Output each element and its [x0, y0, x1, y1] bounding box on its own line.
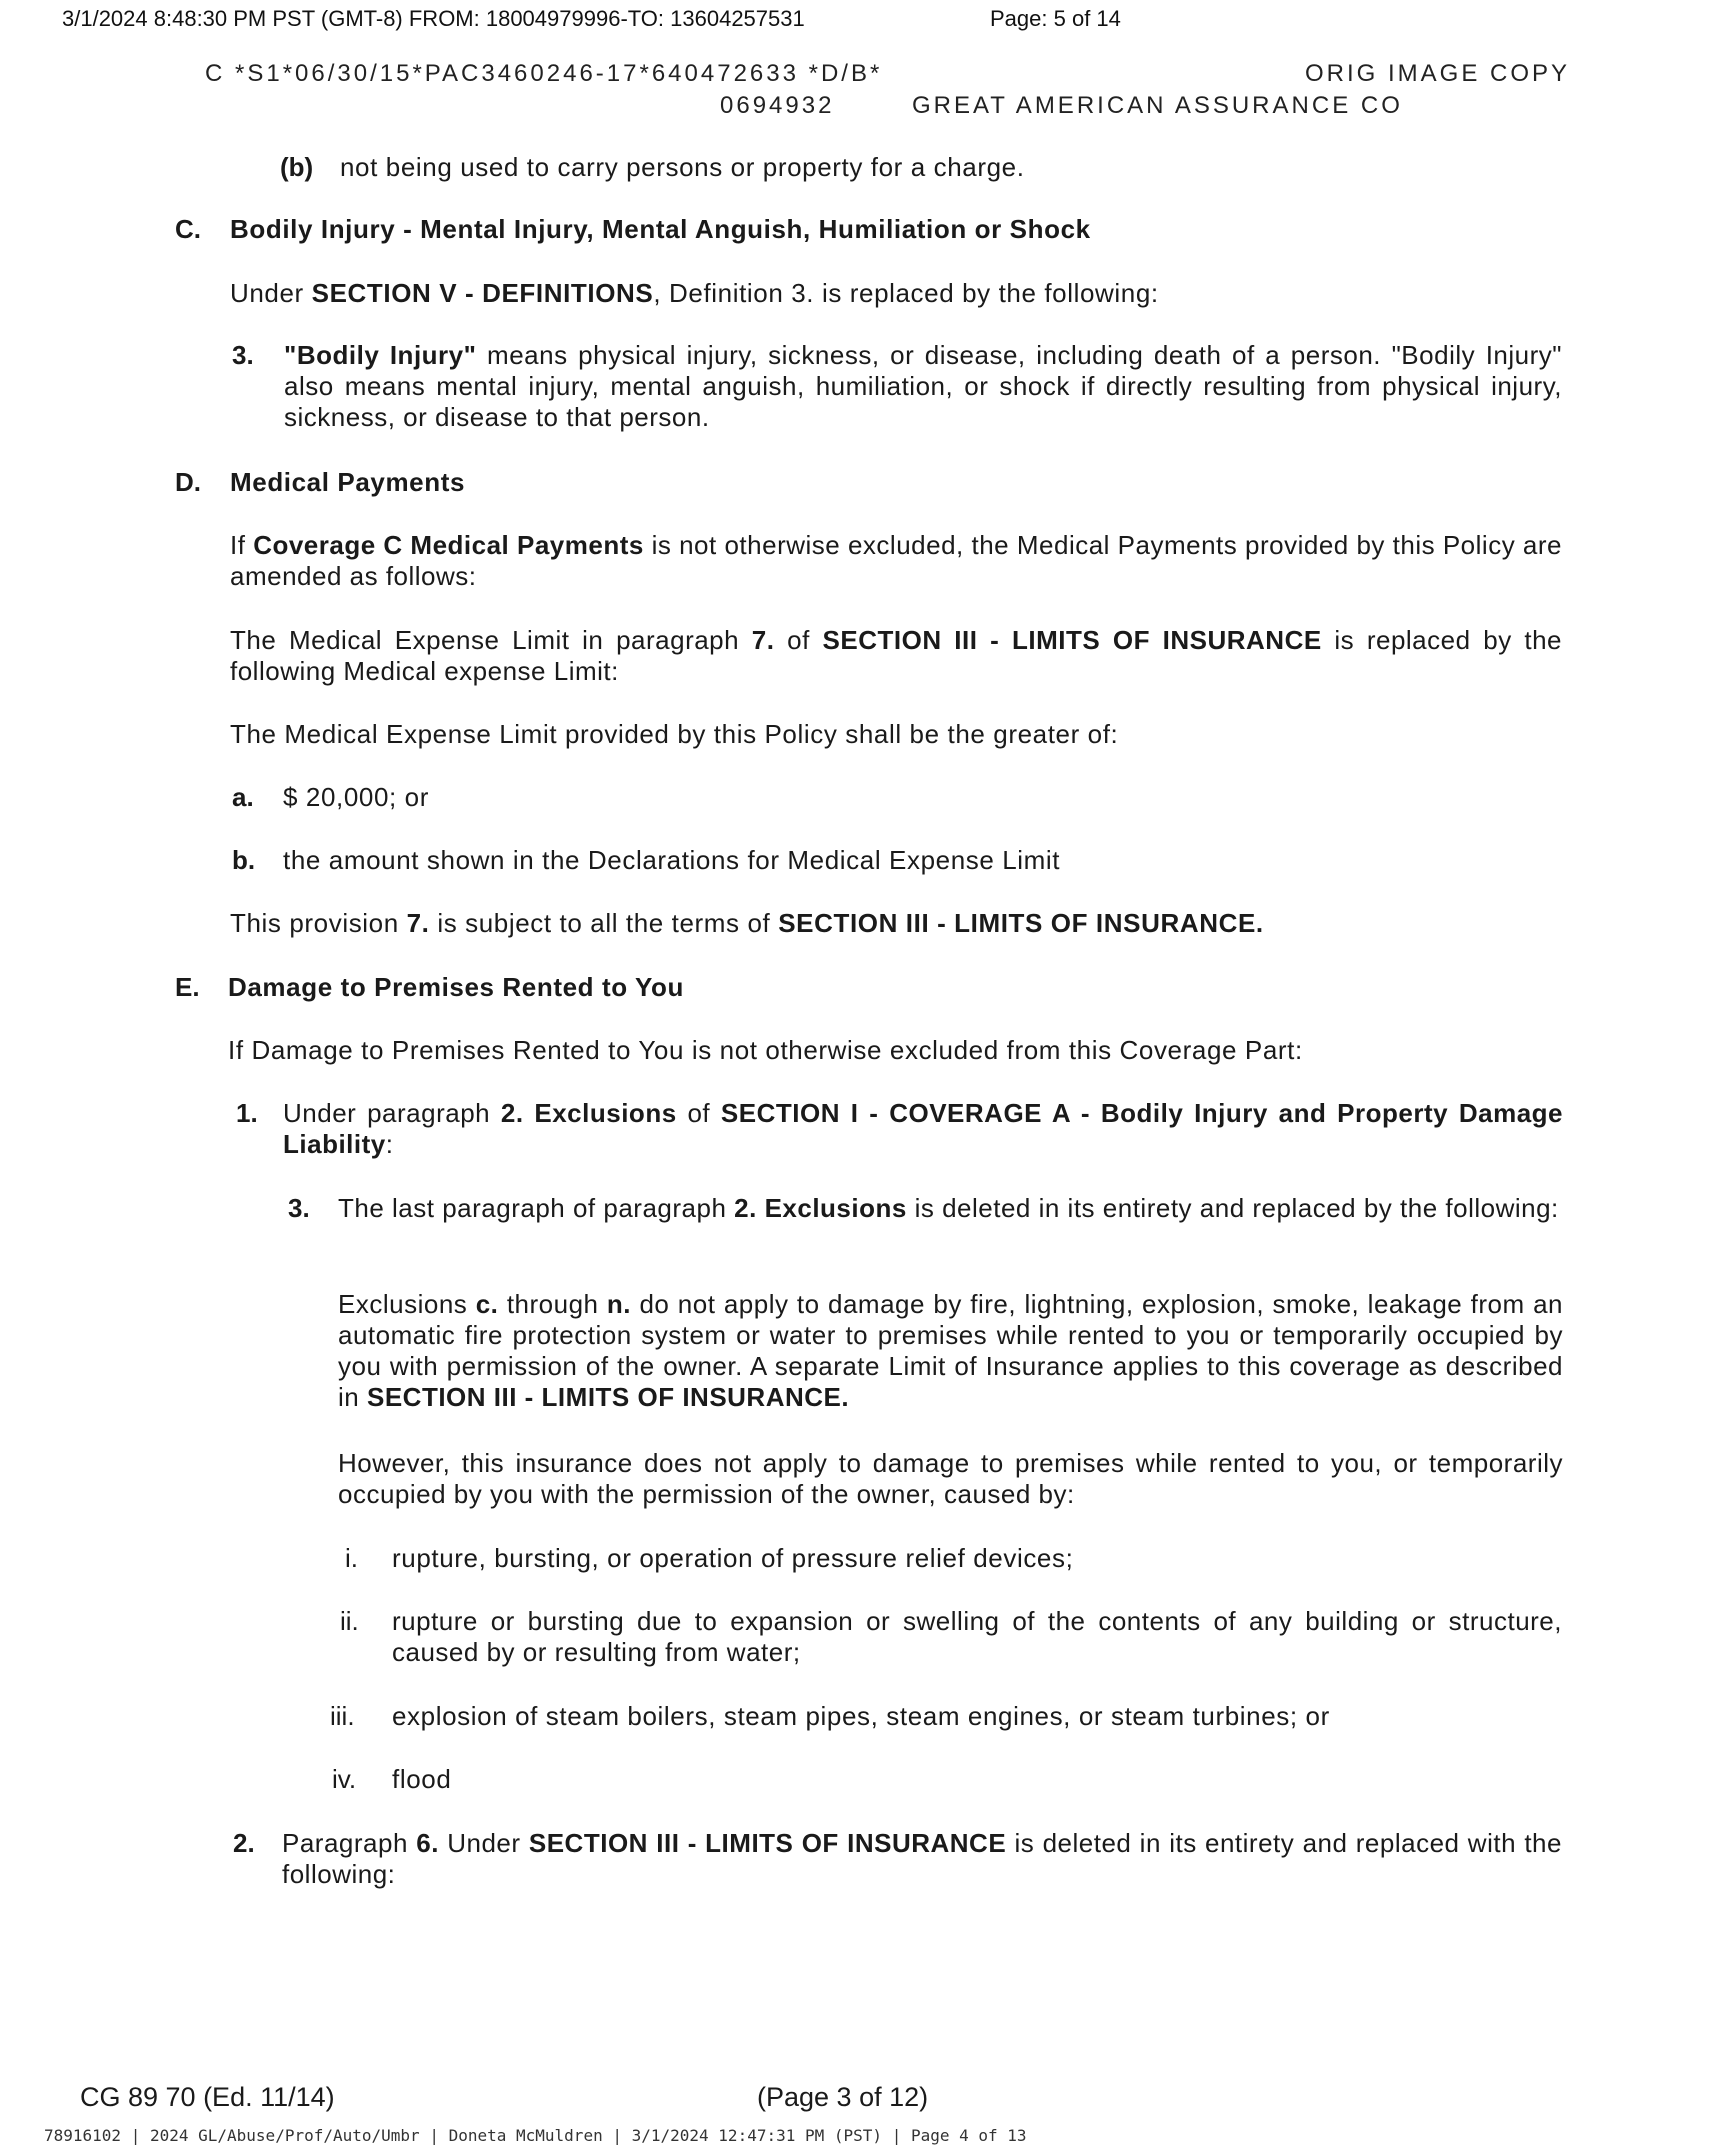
item-2-text — [282, 1828, 1562, 1890]
p4-mid: is subject to all the terms of — [437, 908, 771, 938]
section-d-paragraph-3: The Medical Expense Limit provided by this Policy shall be the greater of: — [230, 719, 1119, 749]
form-number: CG 89 70 (Ed. 11/14) — [80, 2082, 335, 2112]
fax-sent-info: 3/1/2024 8:48:30 PM PST (GMT-8) FROM: 18004979996-TO: 13604257531 — [62, 6, 805, 31]
section-d-paragraph-4 — [230, 908, 1264, 939]
excl-pre: Exclusions — [338, 1289, 468, 1319]
item1-mid: of — [687, 1098, 711, 1128]
p4-pre: This provision — [230, 908, 399, 938]
item2-bold: SECTION III - LIMITS OF INSURANCE — [528, 1828, 1007, 1858]
excl-bold: SECTION III - LIMITS OF INSURANCE. — [366, 1382, 850, 1412]
p1-pre: If — [230, 530, 246, 560]
section-e-title: Damage to Premises Rented to You — [228, 972, 685, 1002]
intro-bold: SECTION V - DEFINITIONS — [311, 278, 654, 308]
item1-bold1: 2. Exclusions — [500, 1098, 677, 1128]
item2-pre: Paragraph — [282, 1828, 408, 1858]
item-a-label: a. — [232, 782, 254, 812]
section-e-intro: If Damage to Premises Rented to You is not otherwise excluded from this Coverage Part: — [228, 1035, 1303, 1065]
section-d-title: Medical Payments — [230, 467, 466, 497]
p2-pre: The Medical Expense Limit in paragraph — [230, 625, 740, 655]
excl-through: through — [506, 1289, 599, 1319]
item-b-text: not being used to carry persons or property for a charge. — [340, 152, 1025, 182]
item2-num-bold: 6. — [416, 1828, 439, 1858]
p4-bold: SECTION III - LIMITS OF INSURANCE. — [778, 908, 1264, 938]
orig-image-copy-label: ORIG IMAGE COPY — [1305, 60, 1571, 87]
insurer-id: 0694932 — [720, 92, 835, 119]
item-1-text — [283, 1098, 1563, 1160]
roman-i-text: rupture, bursting, or operation of pressure relief devices; — [392, 1543, 1074, 1573]
item-1-number: 1. — [236, 1098, 258, 1128]
p2-mid: of — [787, 625, 810, 655]
definition-term: "Bodily Injury" — [284, 340, 477, 370]
roman-iii-label: iii. — [330, 1701, 355, 1731]
item1-bold2: SECTION I - COVERAGE A - Bodily Injury and Property Damage Liability — [283, 1098, 1563, 1159]
definition-bodily-injury — [284, 340, 1562, 433]
section-d-paragraph-2 — [230, 625, 1562, 687]
page-of-pages: (Page 3 of 12) — [757, 2082, 929, 2112]
item1-pre: Under paragraph — [283, 1098, 491, 1128]
however-paragraph: However, this insurance does not apply to damage to premises while rented to you, or temporarily occupied by you with the permission of the owner, caused by: — [338, 1448, 1563, 1509]
p2-post: is replaced by the following Medical expense Limit: — [230, 625, 1563, 686]
item-2-number: 2. — [233, 1828, 255, 1858]
sub-item-3-text — [338, 1193, 1563, 1224]
intro-post: , Definition 3. is replaced by the following: — [653, 278, 1159, 308]
p2-bold: SECTION III - LIMITS OF INSURANCE — [822, 625, 1322, 655]
sub-item-3-number: 3. — [288, 1193, 310, 1223]
p1-post: is not otherwise excluded, the Medical Payments provided by this Policy are amended as follows: — [230, 530, 1562, 591]
p4-num: 7. — [406, 908, 430, 938]
item2-mid: Under — [447, 1828, 521, 1858]
definition-text: means physical injury, sickness, or disease, including death of a person. "Bodily Injury" also means mental injury, mental anguish, humiliation, or shock if directly resulting from physical injury, sickness, or disease to that person. — [284, 340, 1562, 432]
p1-bold: Coverage C Medical Payments — [253, 530, 644, 560]
roman-i-label: i. — [345, 1543, 358, 1573]
document-stamp: 78916102 | 2024 GL/Abuse/Prof/Auto/Umbr | Doneta McMuldren | 3/1/2024 12:47:31 PM (PST) | Page 4 of 13 — [44, 2126, 1027, 2145]
roman-ii-label: ii. — [340, 1606, 359, 1636]
p2-num: 7. — [751, 625, 775, 655]
roman-ii-text: rupture or bursting due to expansion or swelling of the contents of any building or structure, caused by or resulting from water; — [392, 1606, 1562, 1667]
item1-post: : — [385, 1129, 394, 1159]
fax-page-number: Page: 5 of 14 — [990, 6, 1121, 31]
item2-post: is deleted in its entirety and replaced with the following: — [282, 1828, 1562, 1889]
roman-iii-text: explosion of steam boilers, steam pipes, steam engines, or steam turbines; or — [392, 1701, 1330, 1731]
insurer-name: GREAT AMERICAN ASSURANCE CO — [912, 92, 1403, 119]
sub3-bold: 2. Exclusions — [734, 1193, 907, 1223]
section-d-letter: D. — [175, 467, 201, 497]
intro-pre: Under — [230, 278, 304, 308]
roman-iv-text: flood — [392, 1764, 452, 1794]
section-d-paragraph-1 — [230, 530, 1562, 592]
item-b-medical-text: the amount shown in the Declarations for Medical Expense Limit — [283, 845, 1061, 875]
section-e-letter: E. — [175, 972, 200, 1002]
item-b-medical-label: b. — [232, 845, 256, 875]
sub3-pre: The last paragraph of paragraph — [338, 1193, 727, 1223]
sub3-post: is deleted in its entirety and replaced by the following: — [914, 1193, 1559, 1223]
section-c-title: Bodily Injury - Mental Injury, Mental Anguish, Humiliation or Shock — [230, 214, 1091, 244]
section-c-letter: C. — [175, 214, 201, 244]
exclusions-paragraph — [338, 1289, 1563, 1413]
excl-n: n. — [606, 1289, 632, 1319]
section-c-intro — [230, 278, 1159, 309]
item-b-label: (b) — [280, 152, 314, 182]
definition-number: 3. — [232, 340, 254, 370]
item-a-text: $ 20,000; or — [283, 782, 429, 812]
excl-c: c. — [475, 1289, 499, 1319]
excl-mid: do not apply to damage by fire, lightning, explosion, smoke, leakage from an automatic fire protection system or water to premises while rented to you or temporarily occupied by you with permission of the owner. A separate Limit of Insurance applies to this coverage as described in — [338, 1289, 1563, 1412]
policy-code-line: C *S1*06/30/15*PAC3460246-17*640472633 *D/B* — [205, 60, 883, 87]
roman-iv-label: iv. — [332, 1764, 357, 1794]
